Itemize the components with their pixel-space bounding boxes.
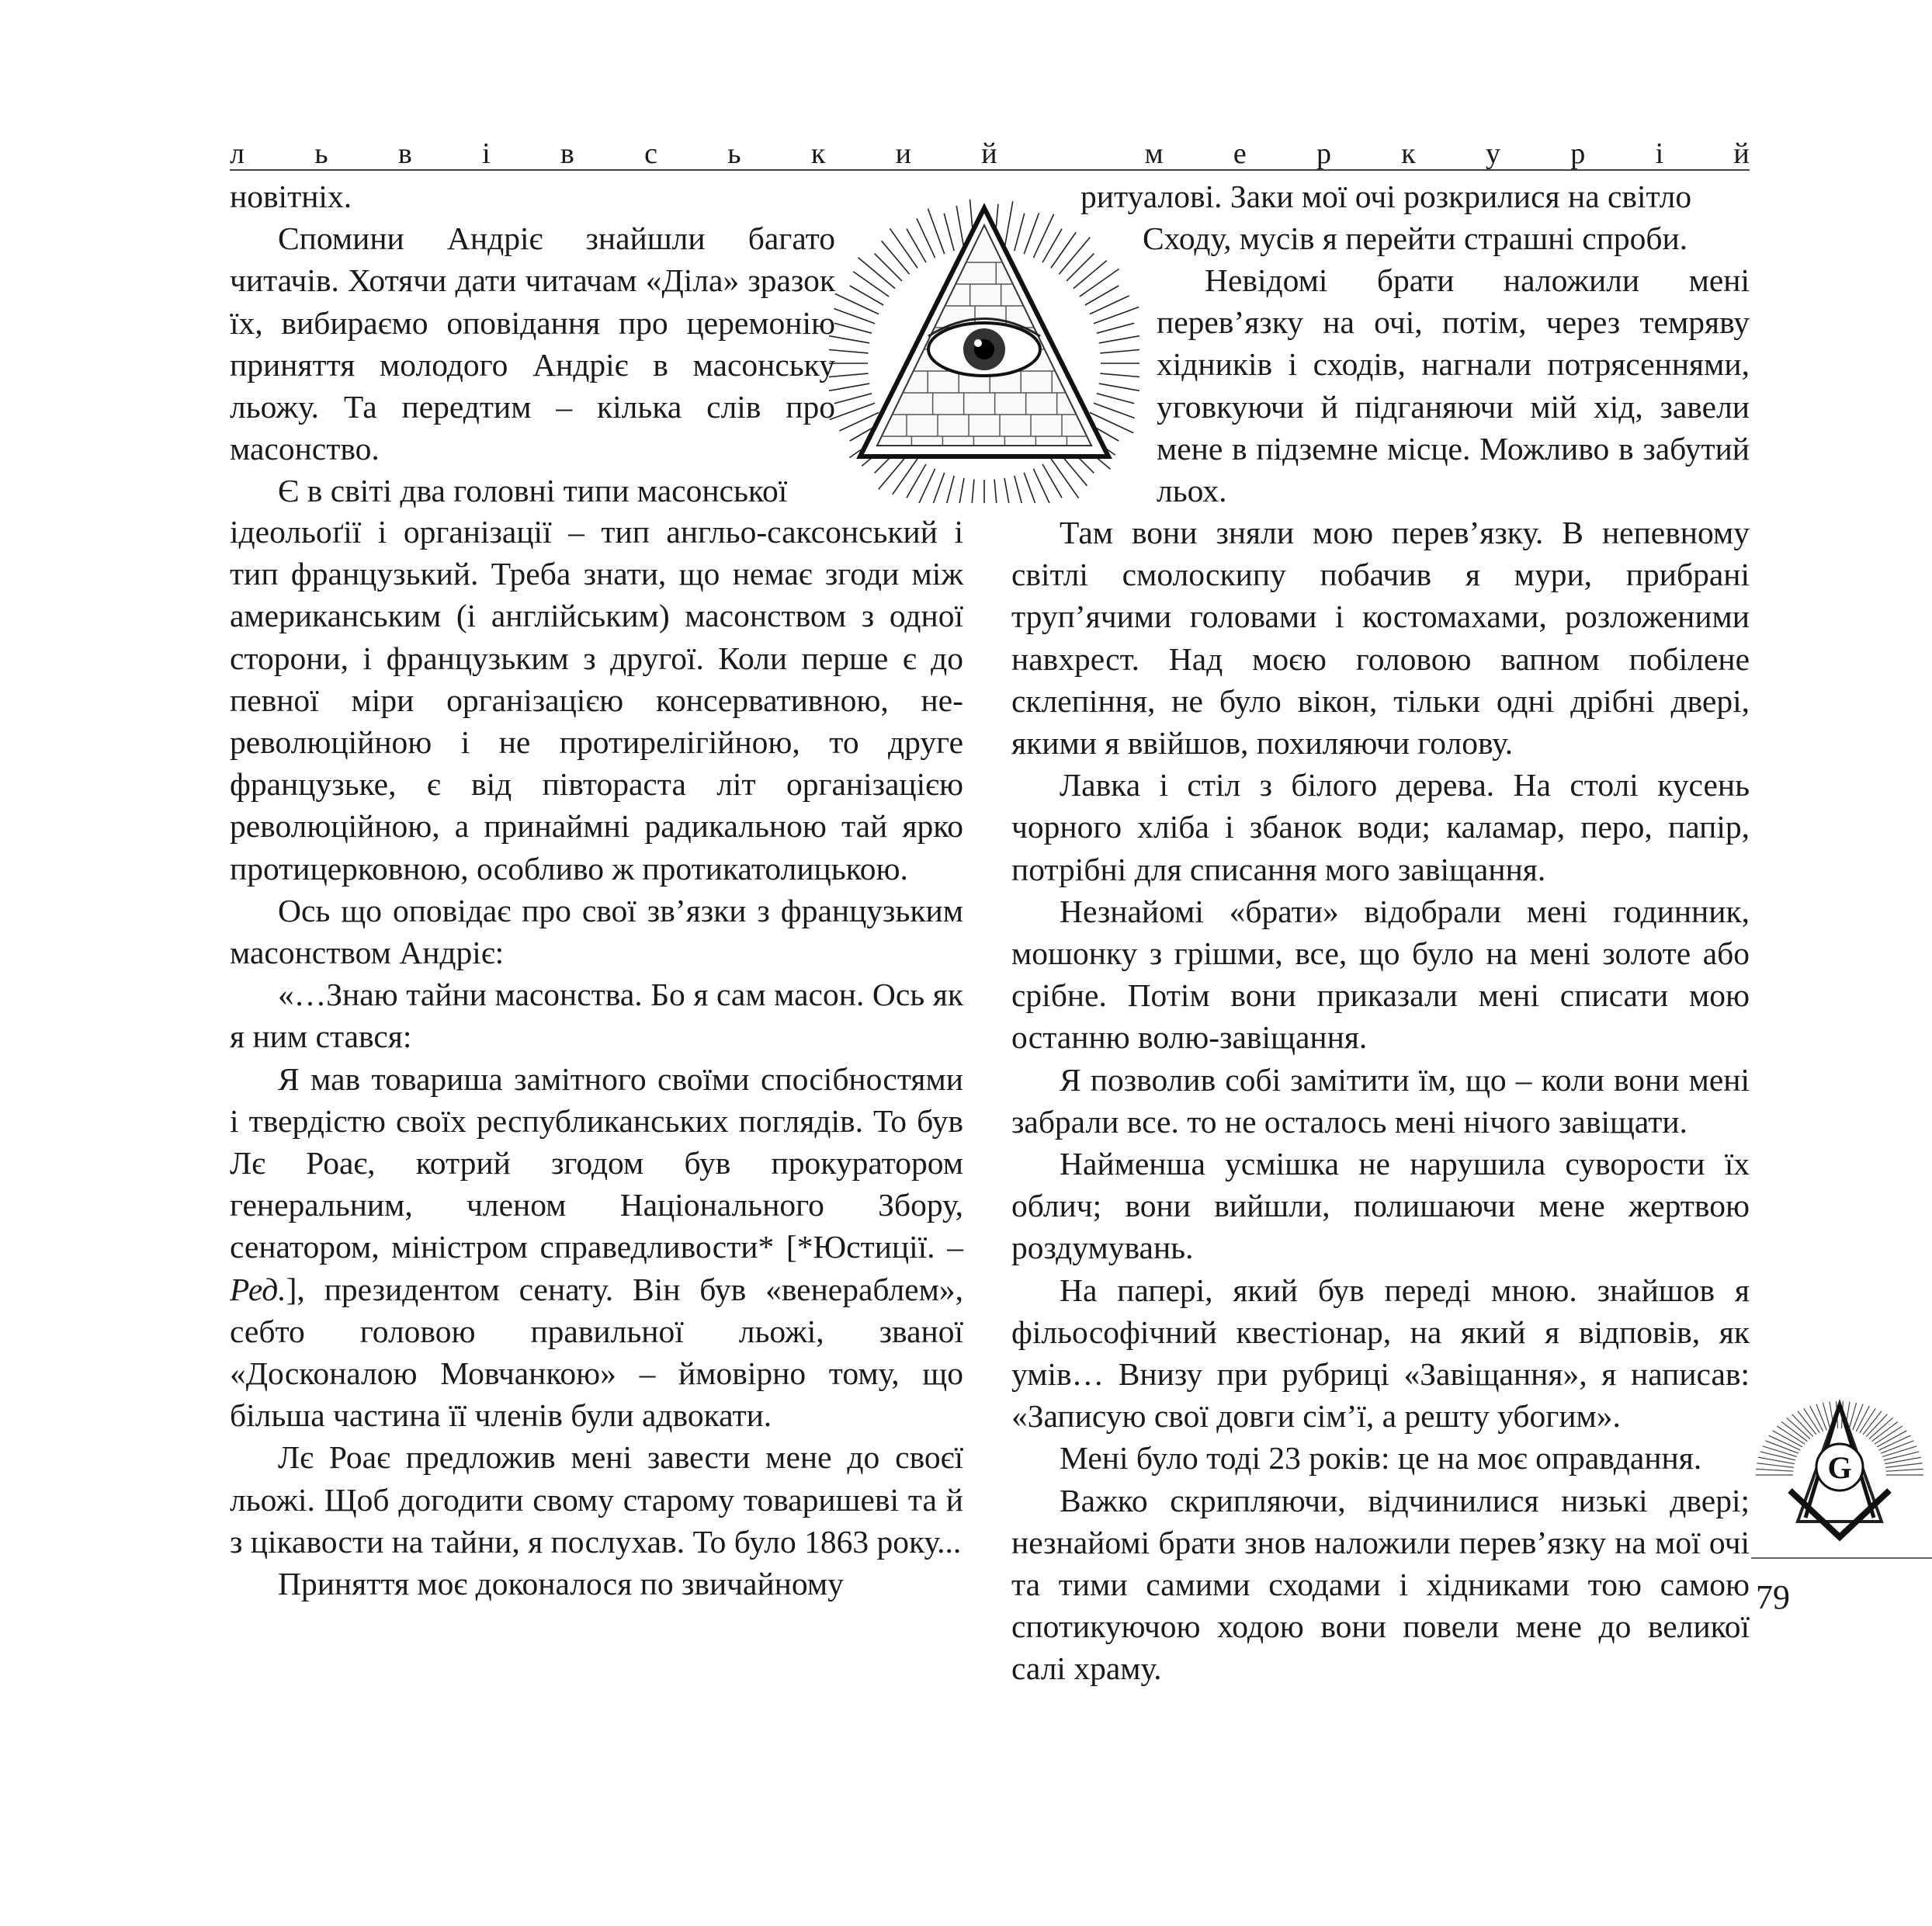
paragraph: Незнайомі «брати» відобрали мені годинник, мошонку з грішми, все, що було на мені золоте або срібне. Потім вони приказали мені списати мою останню волю-завіщання. bbox=[1011, 893, 1750, 1056]
paragraph: Мені було тоді 23 років: це на моє оправдання. bbox=[1060, 1440, 1702, 1477]
header-letter: р bbox=[1316, 137, 1332, 170]
header-letter: ь bbox=[727, 137, 741, 170]
header-letter: й bbox=[1733, 137, 1750, 170]
paragraph: Є в світі два головні типи масонської bbox=[278, 473, 788, 509]
header-letter: л bbox=[230, 137, 245, 170]
paragraph: Найменша усмішка не нарушила суворости їх облич; вони вийшли, полишаючи мене жертвою роздумувань. bbox=[1011, 1146, 1750, 1266]
header-letter: с bbox=[644, 137, 657, 170]
paragraph: Ось що оповідає про свої зв’язки з французьким масонством Андріє: bbox=[230, 892, 963, 971]
header-letter: р bbox=[1570, 137, 1586, 170]
header-letter: и bbox=[895, 137, 911, 170]
header-letter: к bbox=[810, 137, 826, 170]
right-column-top bbox=[1080, 175, 1750, 259]
header-letter: в bbox=[560, 137, 574, 170]
paragraph: «…Знаю тайни масонства. Бо я сам масон. Ось як я ним стався: bbox=[230, 977, 963, 1055]
header-letter: к bbox=[1401, 137, 1416, 170]
paragraph: Спомини Андріє знайшли багато читачів. Хотячи дати читачам «Діла» зразок їх, вибираємо оповідання про церемонію приняття молодого Андріє в масонську льожу. Та передтим – кілька слів про масонство. bbox=[230, 220, 835, 467]
header-letter: і bbox=[1655, 137, 1664, 170]
header-letter: м bbox=[1144, 137, 1164, 170]
header-letter bbox=[1067, 137, 1075, 171]
page-number: 79 bbox=[1756, 1578, 1790, 1616]
svg-text:G: G bbox=[1827, 1450, 1852, 1485]
masonic-square-compass-emblem-icon bbox=[1751, 1390, 1928, 1545]
right-line-1: ритуалові. Заки мої очі розкрилися на світло bbox=[1080, 179, 1692, 214]
paragraph: На папері, який був переді мною. знайшов я фільософічний квестіонар, на який я відповів, як умів… Внизу при рубриці «Завіщання», я написав: «Записую свої довги сім’ї, а решту убогим». bbox=[1011, 1272, 1750, 1435]
right-column-wrap bbox=[1157, 259, 1750, 512]
paragraph: Лє Роає предложив мені завести мене до своєї льожі. Щоб догодити свому старому товаришеві та й з цікавости на тайни, я послухав. То було 1863 року... bbox=[230, 1439, 963, 1560]
header-letter: в bbox=[397, 137, 412, 170]
margin-rule bbox=[1751, 1557, 1932, 1559]
paragraph: Я мав товариша замітного своїми спосібностями і твердістю своїх республиканських поглядів. То був Лє Роає, котрий згодом був прокуратором генеральним, членом Національного Збору, сенатором, міністром справедливости* [*Юстиції. – Ред.], президентом сенату. Він був «венераблем», себто головою правильної льожі, званої «Досконалою Мовчанкою» – ймовірно тому, що більша частина її членів були адвокати. bbox=[230, 1060, 963, 1434]
paragraph: Я позволив собі замітити їм, що – коли вони мені забрали все. то не осталось мені нічого завіщати. bbox=[1011, 1061, 1750, 1140]
left-column-top bbox=[230, 175, 835, 512]
paragraph: Важко скрипляючи, відчинилися низькі двері; незнайомі брати знов наложили перев’язку на мої очі та тими самими сходами і хідниками тою самою спотикуючою ходою вони повели мене до великої салі храму. bbox=[1011, 1482, 1750, 1687]
header-rule bbox=[230, 169, 1750, 171]
paragraph: новітніх. bbox=[230, 179, 352, 214]
header-letter: й bbox=[981, 137, 997, 170]
paragraph: Там вони зняли мою перев’язку. В непевному світлі смолоскипу побачив я мури, прибрані труп’ячими головами і костомахами, розложеними навхрест. Над моєю головою вапном побілене склепіння, не було вікон, тільки одні дрібні двері, якими я ввійшов, похиляючи голову. bbox=[1011, 515, 1750, 762]
paragraph: Приняття моє доконалося по звичайному bbox=[278, 1566, 844, 1602]
header-letter: у bbox=[1486, 137, 1501, 170]
paragraph: Невідомі брати наложили мені перев’язку на очі, потім, через темряву хідників і сходів, нагнали потрясеннями, уговкуючи й підганяючи мій хід, завели мене в підземне місце. Можливо в забутий льох. bbox=[1157, 262, 1750, 509]
running-header bbox=[230, 130, 1750, 171]
header-letter: ь bbox=[314, 137, 328, 170]
right-column-main bbox=[1011, 512, 1750, 1690]
header-letter: е bbox=[1233, 137, 1247, 170]
paragraph: Лавка і стіл з білого дерева. На столі кусень чорного хліба і збанок води; каламар, перо, папір, потрібні для списання мого завіщання. bbox=[1011, 767, 1750, 887]
paragraph: ідеольоґії і організації – тип англьо-саксонський і тип французький. Треба знати, що немає згоди між американським (і англійським) масонством з одної сторони, і французьким з другої. Коли перше є до певної міри організацією консервативною, не-революційною і не протирелігійною, то друге французьке, є від півтораста літ організацією революційною, а принаймні радикальною тай ярко протицерковною, особливо ж протикатолицькою. bbox=[230, 514, 963, 887]
left-column-main bbox=[230, 511, 963, 1605]
right-line-2: Сходу, мусів я перейти страшні спроби. bbox=[1143, 220, 1688, 257]
header-letter: і bbox=[482, 137, 491, 170]
